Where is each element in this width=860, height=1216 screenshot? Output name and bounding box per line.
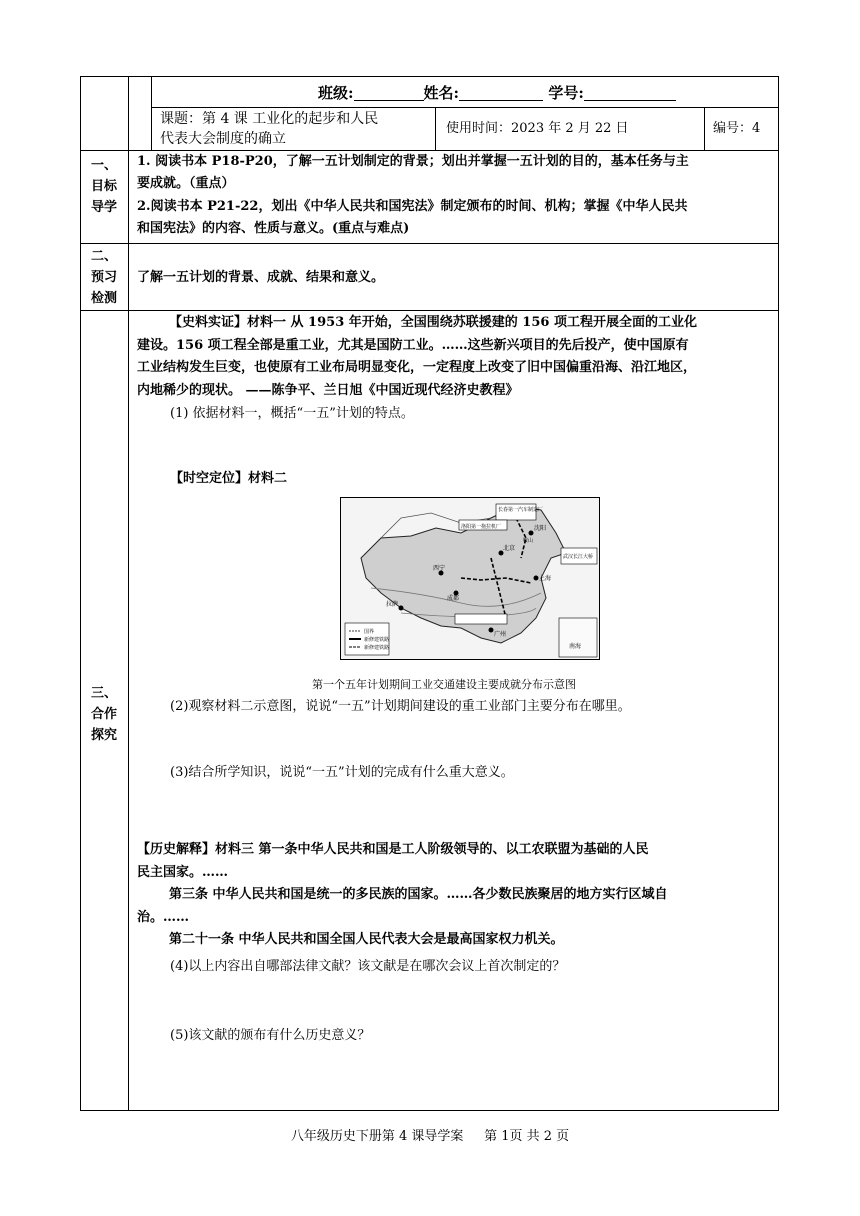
map-label-beijing: 北京	[503, 545, 516, 552]
map-label-shenyang: 沈阳	[534, 525, 547, 532]
material-line: 第三条 中华人民共和国是统一的多民族的国家。……各少数民族聚居的地方实行区域自	[169, 887, 668, 902]
material-line: 建设。156 项工程全部是重工业，尤其是国防工业。……这些新兴项目的先后投产，使中国原有	[137, 337, 689, 353]
student-id-label: 学号:	[548, 84, 584, 102]
footer-course: 八年级历史下册第 4 课导学案	[290, 1129, 464, 1144]
map-label-lhasa: 拉萨	[386, 601, 399, 608]
question-5: (5)该文献的颁布有什么历史意义？	[170, 1028, 371, 1043]
section-label-part: 三、	[90, 686, 117, 701]
footer-page-number: 第 1页 共 2 页	[484, 1129, 570, 1144]
goal-text: 要成就。（重点）	[137, 176, 235, 191]
student-id-blank[interactable]	[584, 85, 676, 101]
goal-line	[137, 173, 235, 195]
grid-line	[704, 108, 705, 150]
section-label-part: 检测	[90, 291, 117, 306]
preview-text: 了解一五计划的背景、成就、结果和意义。	[137, 270, 385, 285]
map-label-guangzhou: 广州	[494, 631, 507, 638]
lesson-topic	[160, 109, 378, 149]
map-legend-rail: 新修建铁路	[364, 637, 390, 643]
map-label-wuhan: 武汉长江大桥	[563, 554, 594, 560]
doc-number: 编号：4	[713, 121, 761, 136]
section-label-part: 预习	[90, 270, 117, 285]
student-info-row	[318, 82, 676, 104]
page-footer	[0, 1128, 860, 1146]
class-blank[interactable]	[354, 85, 424, 101]
china-map-graphic	[341, 498, 599, 659]
map-label-chengdu: 成都	[447, 595, 460, 602]
section-label-explore	[80, 683, 128, 746]
goal-line	[137, 218, 409, 240]
lesson-topic-line1: 课题：第 4 课 工业化的起步和人民	[160, 111, 379, 127]
section-label-preview	[80, 246, 128, 309]
section-label-goals	[80, 155, 128, 218]
goal-text: 和国宪法》的内容、性质与意义。(重点与难点)	[137, 221, 410, 236]
section-label-part: 合作	[90, 707, 117, 722]
goal-line	[137, 151, 689, 173]
section-label-part: 一、	[90, 158, 117, 173]
material-line: 工业结构发生巨变，也使原有工业布局明显变化，一定程度上改变了旧中国偏重沿海、沿江地区，	[137, 360, 697, 375]
grid-line	[151, 107, 779, 108]
question-3: (3)结合所学知识，说说“一五”计划的完成有什么重大意义。	[170, 765, 514, 780]
grid-line	[80, 243, 779, 244]
section-label-part: 导学	[90, 200, 117, 215]
question-1: (1) 依据材料一，概括“一五”计划的特点。	[170, 406, 414, 421]
material-two-title	[170, 468, 287, 490]
industry-map	[340, 497, 600, 660]
question-2: (2)观察材料二示意图，说说“一五”计划期间建设的重工业部门主要分布在哪里。	[170, 699, 631, 714]
section-label-part: 探究	[90, 728, 117, 743]
name-blank[interactable]	[459, 85, 543, 101]
material-line: 【历史解释】材料三 第一条中华人民共和国是工人阶级领导的、以工农联盟为基础的人民	[137, 842, 649, 857]
grid-line	[128, 76, 129, 1111]
name-label: 姓名:	[423, 84, 460, 102]
map-label-nanhai: 南海	[569, 643, 582, 650]
map-label-luoyang: 洛阳第一拖拉机厂	[461, 524, 502, 530]
goal-line	[137, 196, 687, 218]
section-label-part: 目标	[90, 179, 117, 194]
map-label-shanghai: 上海	[539, 575, 552, 582]
grid-line	[435, 108, 436, 150]
section-label-part: 二、	[90, 249, 117, 264]
lesson-topic-line2: 代表大会制度的确立	[160, 131, 286, 147]
map-caption: 第一个五年计划期间工业交通建设主要成就分布示意图	[312, 678, 576, 691]
map-label-xining: 西宁	[433, 565, 446, 572]
question-4: (4)以上内容出自哪部法律文献？该文献是在哪次会议上首次制定的？	[170, 959, 566, 974]
material-line: 第二十一条 中华人民共和国全国人民代表大会是最高国家权力机关。	[169, 932, 564, 947]
map-legend-rail2: 新修建铁路	[364, 645, 390, 651]
usage-date: 使用时间：2023 年 2 月 22 日	[446, 121, 629, 136]
goal-text: 1. 阅读书本 P18-P20，了解一五计划制定的背景；划出并掌握一五计划的目的，基本任务与主	[137, 154, 689, 169]
material-two-heading: 【时空定位】材料二	[170, 471, 288, 486]
class-label: 班级:	[318, 84, 354, 102]
material-one	[137, 312, 777, 402]
grid-line	[80, 310, 779, 311]
grid-line	[151, 76, 152, 150]
material-three	[137, 839, 777, 952]
map-label-changchun: 长春第一汽车制造厂	[498, 507, 544, 513]
map-label-anshan: 鞍山	[523, 538, 534, 544]
material-line: 【史料实证】材料一 从 1953 年开始，全国围绕苏联援建的 156 项工程开展全面的工业化	[169, 315, 697, 330]
map-legend-border: 国界	[364, 629, 375, 635]
goal-text: 2.阅读书本 P21-22，划出《中华人民共和国宪法》制定颁布的时间、机构；掌握《中华人民共	[137, 199, 688, 214]
material-line: 民主国家。……	[137, 864, 229, 880]
material-line: 治。……	[137, 909, 190, 925]
material-line: 内地稀少的现状。 ——陈争平、兰日旭《中国近现代经济史教程》	[137, 382, 519, 398]
